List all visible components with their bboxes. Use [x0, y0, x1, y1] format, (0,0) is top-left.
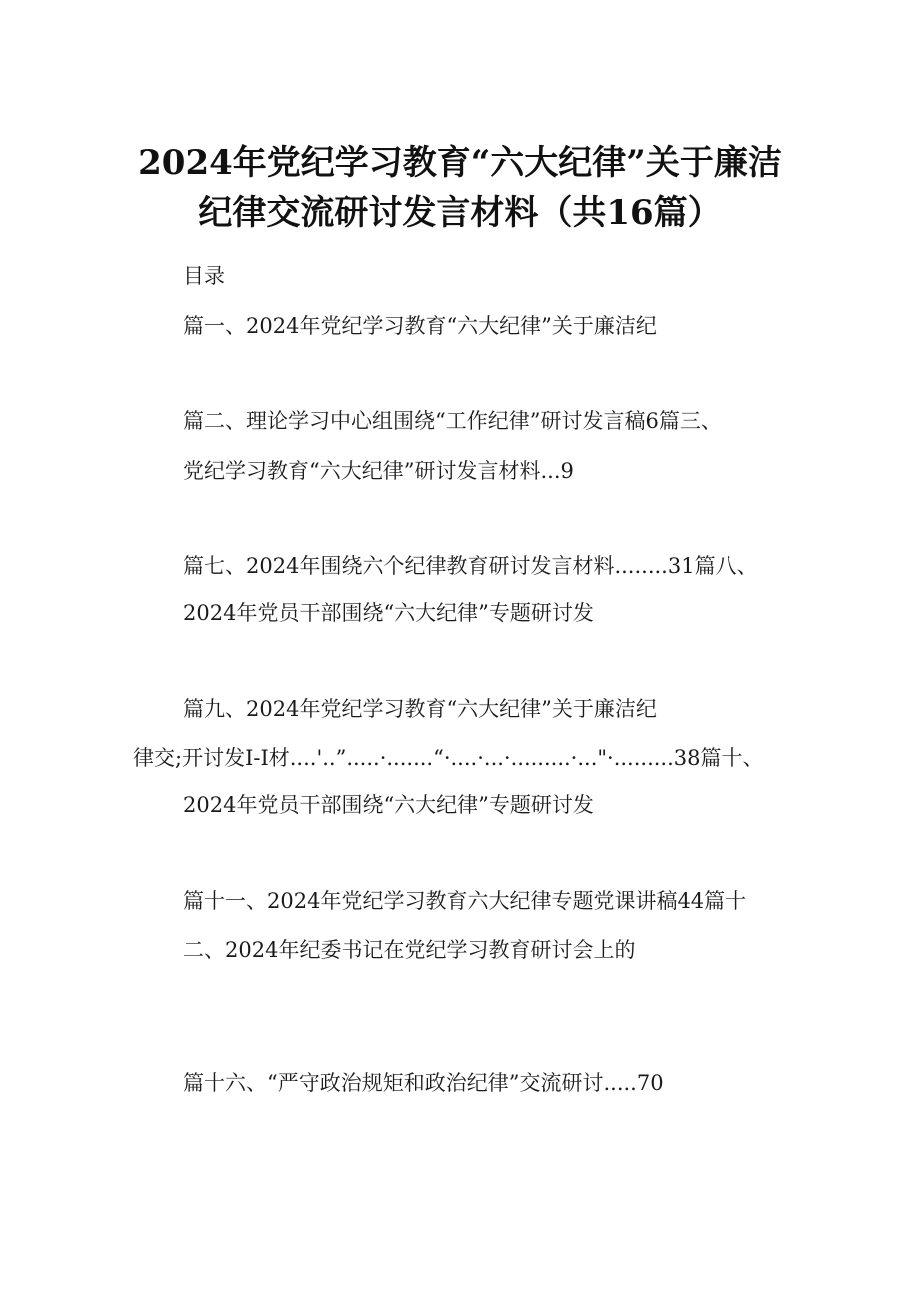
- toc-entry: 2024年党员干部围绕“六大纪律”专题研讨发: [183, 793, 594, 817]
- toc-entry: 篇二、理论学习中心组围绕“工作纪律”研讨发言稿6篇三、: [183, 409, 722, 433]
- toc-entry: 篇十六、“严守政治规矩和政治纪律”交流研讨.....70: [183, 1071, 664, 1095]
- toc-entry: 二、2024年纪委书记在党纪学习教育研讨会上的: [183, 938, 636, 962]
- toc-entry: 篇七、2024年围绕六个纪律教育研讨发言材料........31篇八、: [183, 554, 758, 578]
- document-title-line-2: 纪律交流研讨发言材料（共16篇）: [198, 193, 722, 233]
- toc-entry: 党纪学习教育“六大纪律”研讨发言材料...9: [183, 459, 574, 483]
- toc-entry: 律交;开讨发I-I材....'..”.....·.......“·....·...·.........·..."·.........38篇十、: [133, 746, 764, 770]
- toc-entry: 篇十一、2024年党纪学习教育六大纪律专题党课讲稿44篇十: [183, 889, 747, 913]
- toc-entry: 2024年党员干部围绕“六大纪律”专题研讨发: [183, 601, 594, 625]
- document-title-line-1: 2024年党纪学习教育“六大纪律”关于廉洁: [138, 143, 782, 183]
- toc-entry: 篇九、2024年党纪学习教育“六大纪律”关于廉洁纪: [183, 697, 657, 721]
- toc-heading: 目录: [183, 264, 225, 288]
- toc-entry: 篇一、2024年党纪学习教育“六大纪律”关于廉洁纪: [183, 314, 657, 338]
